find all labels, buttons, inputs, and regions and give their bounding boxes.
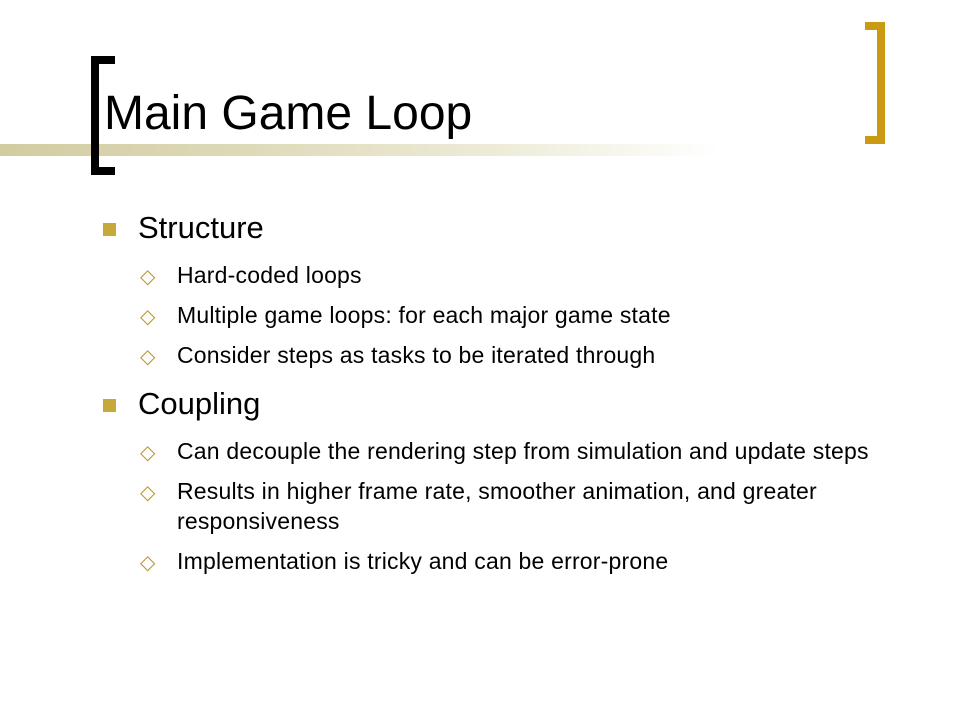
right-bracket-top xyxy=(865,22,885,30)
section-heading-coupling xyxy=(100,382,900,426)
list-item xyxy=(100,300,900,330)
list-item xyxy=(100,260,900,290)
square-bullet-icon xyxy=(103,223,116,236)
slide-body xyxy=(100,206,900,576)
section-heading-label: Structure xyxy=(138,210,264,245)
left-bracket-icon xyxy=(91,56,99,175)
list-item-text: Hard-coded loops xyxy=(177,262,362,288)
hollow-diamond-bullet-icon: ◇ xyxy=(140,264,156,288)
hollow-diamond-bullet-icon: ◇ xyxy=(140,550,156,574)
slide-title: Main Game Loop xyxy=(104,87,473,140)
right-bracket-bottom xyxy=(865,136,885,144)
list-item-text: Implementation is tricky and can be error-prone xyxy=(177,548,669,574)
hollow-diamond-bullet-icon: ◇ xyxy=(140,344,156,368)
square-bullet-icon xyxy=(103,399,116,412)
list-item-text: Results in higher frame rate, smoother animation, and greater responsiveness xyxy=(177,478,817,534)
list-item xyxy=(100,436,900,466)
section-heading-structure xyxy=(100,206,900,250)
list-item-text: Consider steps as tasks to be iterated through xyxy=(177,342,656,368)
list-item xyxy=(100,546,900,576)
right-bracket-icon xyxy=(877,22,885,144)
left-bracket-top xyxy=(91,56,115,64)
list-item xyxy=(100,476,900,536)
hollow-diamond-bullet-icon: ◇ xyxy=(140,480,156,504)
list-item-text: Can decouple the rendering step from simulation and update steps xyxy=(177,438,869,464)
hollow-diamond-bullet-icon: ◇ xyxy=(140,440,156,464)
list-item xyxy=(100,340,900,370)
hollow-diamond-bullet-icon: ◇ xyxy=(140,304,156,328)
section-heading-label: Coupling xyxy=(138,386,261,421)
list-item-text: Multiple game loops: for each major game state xyxy=(177,302,671,328)
left-bracket-bottom xyxy=(91,167,115,175)
title-underline-gradient xyxy=(0,144,720,156)
